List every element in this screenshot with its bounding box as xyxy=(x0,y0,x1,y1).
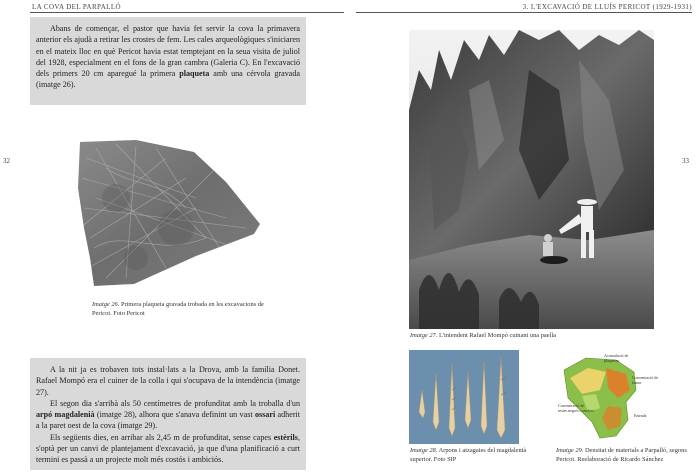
paragraph: Abans de començar, el pastor que havia fet servir la cova la primavera anterior els ajudà a retirar les crostes de fem. Les cales arqueològiques s'iniciaren en el mateix lloc en què Pericot havia estat temptejant en la seua visita de juliol del 1928, especialment en el fons de la gran cambra (Galeria C). En l'excavació dels primers 20 cm aparegué la primera plaqueta amb una cérvola gravada (imatge 26). xyxy=(36,24,300,90)
cook-photograph xyxy=(409,30,654,329)
running-header-left: LA COVA DEL PARPALLÓ xyxy=(32,3,121,11)
header-rule-right xyxy=(356,12,692,13)
harpoons-photograph xyxy=(409,350,519,444)
running-header-right: 3. L'EXCAVACIÓ DE LLUÍS PERICOT (1929-1931) xyxy=(522,3,692,11)
map-label: Entrada xyxy=(634,413,647,418)
map-label: Concentració de restes negres i cendres xyxy=(558,403,594,413)
map-label: Acumulació de plaquetes xyxy=(604,353,629,363)
text-block-bottom xyxy=(30,358,306,470)
paragraph: Els següents dies, en arribar als 2,45 m de profunditat, sense capes estèrils, s'optà per un canvi de plantejament d'excavació, ja que d'una planificació a curt termini es passà a un projecte molt més costós i ambiciós. xyxy=(36,432,300,465)
paragraph: El segon dia s'arribà als 50 centímetres de profunditat amb la troballa d'un arpó magdalenià (imatge 28), alhora que s'anava definint un vast ossari adherit a la paret oest de la cova (imatge 29). xyxy=(36,398,301,431)
caption-image-27: Imatge 27. L'intendent Rafael Mompó cuinant una paella xyxy=(410,332,556,339)
paragraph: A la nit ja es trobaven tots instal·lats a la Drova, amb la família Donet. Rafael Mompó era el cuiner de la colla i qui s'ocupava de la intendència (imatge 27). xyxy=(36,365,300,397)
header-rule-left xyxy=(30,12,344,13)
caption-image-28: Imatge 28. Arpons i atzagaies del magdalenià superior. Foto SIP xyxy=(410,447,527,463)
map-label: Concentració de fauna xyxy=(632,375,659,385)
caption-image-29: Imatge 29. Densitat de materials a Parpalló, segons Pericot. Reelaboració de Ricardo Sánchez xyxy=(556,447,687,463)
text-block-top xyxy=(30,17,306,105)
density-map xyxy=(556,350,666,444)
page-number-left: 32 xyxy=(3,157,10,165)
caption-image-26: Imatge 26. Primera plaqueta gravada trobada en les excavacions de Pericot. Foto Pericot xyxy=(92,301,264,317)
engraved-plaquette-image xyxy=(76,138,262,288)
page-number-right: 33 xyxy=(682,157,689,165)
